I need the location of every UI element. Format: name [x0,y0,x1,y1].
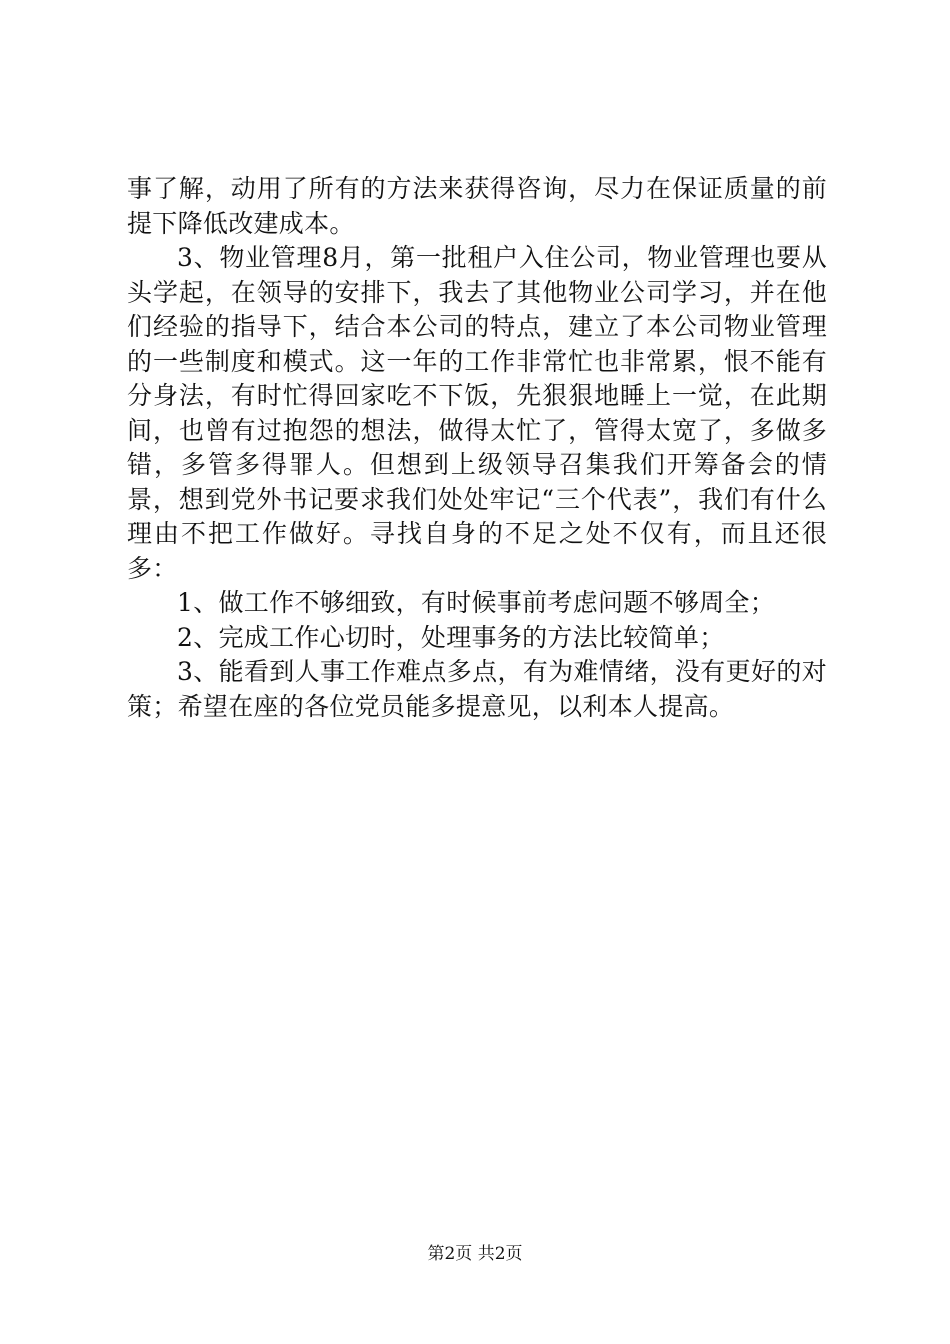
paragraph-shortcoming-1: 1、做工作不够细致，有时候事前考虑问题不够周全； [177,588,776,617]
page-number-footer: 第2页 共2页 [427,1244,523,1264]
paragraph-shortcoming-2: 2、完成工作心切时，处理事务的方法比较简单； [177,622,725,652]
paragraph-property-management: 3、物业管理8月，第一批租户入住公司，物业管理也要从头学起，在领导的安排下，我去了其他物业公司学习，并在他们经验的指导下，结合本公司的特点，建立了本公司物业管理的一些制度和模式。这一年的工作非常忙也非常累，恨不能有分身法，有时忙得回家吃不下饭，先狠狠地睡上一觉，在此期间，也曾有过抱怨的想法，做得太忙了，管得太宽了，多做多错，多管多得罪人。但想到上级领导召集我们开筹备会的情景，想到党外书记要求我们处处牢记“三个代表”，我们有什么理由不把工作做好。寻找自身的不足之处不仅有，而且还很多： [127,243,827,583]
paragraph-shortcoming-3: 3、能看到人事工作难点多点，有为难情绪，没有更好的对策；希望在座的各位党员能多提意见，以利本人提高。 [127,657,827,721]
document-body [127,172,827,724]
paragraph-continuation: 事了解，动用了所有的方法来获得咨询，尽力在保证质量的前提下降低改建成本。 [127,174,827,238]
